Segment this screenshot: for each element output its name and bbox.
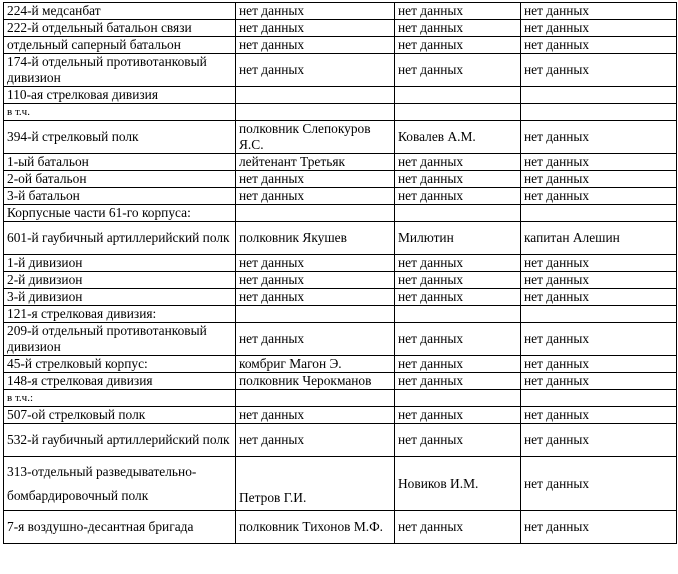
unit-cell: 394-й стрелковый полк: [4, 121, 236, 154]
chief-of-staff-cell: нет данных: [521, 373, 677, 390]
unit-cell: 1-й дивизион: [4, 255, 236, 272]
commissar-cell: Ковалев А.М.: [395, 121, 521, 154]
table-row: [4, 171, 677, 188]
commander-cell: полковник Якушев: [236, 222, 395, 255]
commissar-cell: [395, 104, 521, 121]
commander-cell: нет данных: [236, 3, 395, 20]
commissar-cell: нет данных: [395, 3, 521, 20]
unit-cell: 2-ой батальон: [4, 171, 236, 188]
commander-cell: нет данных: [236, 37, 395, 54]
table-row: [4, 87, 677, 104]
chief-of-staff-cell: [521, 104, 677, 121]
chief-of-staff-cell: [521, 390, 677, 407]
unit-cell: 222-й отдельный батальон связи: [4, 20, 236, 37]
commander-cell: [236, 87, 395, 104]
commander-cell: [236, 205, 395, 222]
unit-cell: 174-й отдельный противотанковый дивизион: [4, 54, 236, 87]
commander-cell: комбриг Магон Э.: [236, 356, 395, 373]
unit-cell: 1-ый батальон: [4, 154, 236, 171]
table-row: [4, 306, 677, 323]
commander-cell: нет данных: [236, 255, 395, 272]
unit-cell: 110-ая стрелковая дивизия: [4, 87, 236, 104]
chief-of-staff-cell: нет данных: [521, 171, 677, 188]
table-row: [4, 104, 677, 121]
table-row: [4, 356, 677, 373]
table-row: [4, 272, 677, 289]
unit-cell: 3-й дивизион: [4, 289, 236, 306]
table-row: [4, 323, 677, 356]
commander-cell: лейтенант Третьяк: [236, 154, 395, 171]
commander-cell: нет данных: [236, 289, 395, 306]
commander-cell: нет данных: [236, 20, 395, 37]
commissar-cell: нет данных: [395, 154, 521, 171]
commander-cell: нет данных: [236, 54, 395, 87]
commander-cell: [236, 104, 395, 121]
commissar-cell: нет данных: [395, 356, 521, 373]
commander-cell: полковник Черокманов: [236, 373, 395, 390]
chief-of-staff-cell: нет данных: [521, 323, 677, 356]
unit-cell: 601-й гаубичный артиллерийский полк: [4, 222, 236, 255]
commissar-cell: нет данных: [395, 373, 521, 390]
commissar-cell: [395, 87, 521, 104]
commissar-cell: [395, 390, 521, 407]
commander-cell: Петров Г.И.: [236, 457, 395, 511]
chief-of-staff-cell: [521, 205, 677, 222]
chief-of-staff-cell: нет данных: [521, 407, 677, 424]
table-row: [4, 511, 677, 544]
commissar-cell: Новиков И.М.: [395, 457, 521, 511]
chief-of-staff-cell: нет данных: [521, 255, 677, 272]
table-row: [4, 289, 677, 306]
table-row: [4, 424, 677, 457]
chief-of-staff-cell: нет данных: [521, 289, 677, 306]
chief-of-staff-cell: нет данных: [521, 188, 677, 205]
unit-cell: 148-я стрелковая дивизия: [4, 373, 236, 390]
commissar-cell: Милютин: [395, 222, 521, 255]
chief-of-staff-cell: нет данных: [521, 20, 677, 37]
chief-of-staff-cell: нет данных: [521, 154, 677, 171]
commander-cell: [236, 306, 395, 323]
units-table-container: [3, 2, 676, 544]
commander-cell: [236, 390, 395, 407]
commissar-cell: нет данных: [395, 255, 521, 272]
table-row: [4, 255, 677, 272]
unit-cell: 45-й стрелковый корпус:: [4, 356, 236, 373]
commissar-cell: [395, 205, 521, 222]
commissar-cell: нет данных: [395, 272, 521, 289]
units-table: [3, 2, 677, 544]
unit-cell: 532-й гаубичный артиллерийский полк: [4, 424, 236, 457]
unit-cell: 209-й отдельный противотанковый дивизион: [4, 323, 236, 356]
commander-cell: нет данных: [236, 407, 395, 424]
commissar-cell: нет данных: [395, 54, 521, 87]
chief-of-staff-cell: нет данных: [521, 37, 677, 54]
table-row: [4, 154, 677, 171]
commissar-cell: [395, 306, 521, 323]
chief-of-staff-cell: [521, 306, 677, 323]
unit-cell: 507-ой стрелковый полк: [4, 407, 236, 424]
commissar-cell: нет данных: [395, 424, 521, 457]
table-row: [4, 3, 677, 20]
chief-of-staff-cell: [521, 87, 677, 104]
unit-cell: 3-й батальон: [4, 188, 236, 205]
chief-of-staff-cell: нет данных: [521, 457, 677, 511]
commander-cell: нет данных: [236, 171, 395, 188]
commander-cell: нет данных: [236, 424, 395, 457]
table-row: [4, 121, 677, 154]
table-row: [4, 457, 677, 511]
table-row: [4, 37, 677, 54]
commander-cell: нет данных: [236, 272, 395, 289]
table-row: [4, 390, 677, 407]
commissar-cell: нет данных: [395, 511, 521, 544]
unit-cell: отдельный саперный батальон: [4, 37, 236, 54]
commissar-cell: нет данных: [395, 407, 521, 424]
table-row: [4, 20, 677, 37]
chief-of-staff-cell: нет данных: [521, 272, 677, 289]
commissar-cell: нет данных: [395, 323, 521, 356]
chief-of-staff-cell: капитан Алешин: [521, 222, 677, 255]
unit-cell: в т.ч.: [4, 104, 236, 121]
table-row: [4, 54, 677, 87]
commander-cell: нет данных: [236, 188, 395, 205]
commander-cell: нет данных: [236, 323, 395, 356]
table-row: [4, 205, 677, 222]
chief-of-staff-cell: нет данных: [521, 511, 677, 544]
table-row: [4, 222, 677, 255]
table-row: [4, 188, 677, 205]
commissar-cell: нет данных: [395, 37, 521, 54]
commissar-cell: нет данных: [395, 289, 521, 306]
commander-cell: полковник Тихонов М.Ф.: [236, 511, 395, 544]
unit-cell: 121-я стрелковая дивизия:: [4, 306, 236, 323]
unit-cell: в т.ч.:: [4, 390, 236, 407]
commissar-cell: нет данных: [395, 171, 521, 188]
unit-cell: 224-й медсанбат: [4, 3, 236, 20]
unit-cell: 7-я воздушно-десантная бригада: [4, 511, 236, 544]
unit-cell: 2-й дивизион: [4, 272, 236, 289]
chief-of-staff-cell: нет данных: [521, 424, 677, 457]
commissar-cell: нет данных: [395, 188, 521, 205]
chief-of-staff-cell: нет данных: [521, 3, 677, 20]
unit-cell: Корпусные части 61-го корпуса:: [4, 205, 236, 222]
chief-of-staff-cell: нет данных: [521, 54, 677, 87]
unit-cell: 313-отдельный разведывательно-бомбардировочный полк: [4, 457, 236, 511]
chief-of-staff-cell: нет данных: [521, 121, 677, 154]
commissar-cell: нет данных: [395, 20, 521, 37]
commander-cell: полковник Слепокуров Я.С.: [236, 121, 395, 154]
table-row: [4, 407, 677, 424]
table-row: [4, 373, 677, 390]
chief-of-staff-cell: нет данных: [521, 356, 677, 373]
